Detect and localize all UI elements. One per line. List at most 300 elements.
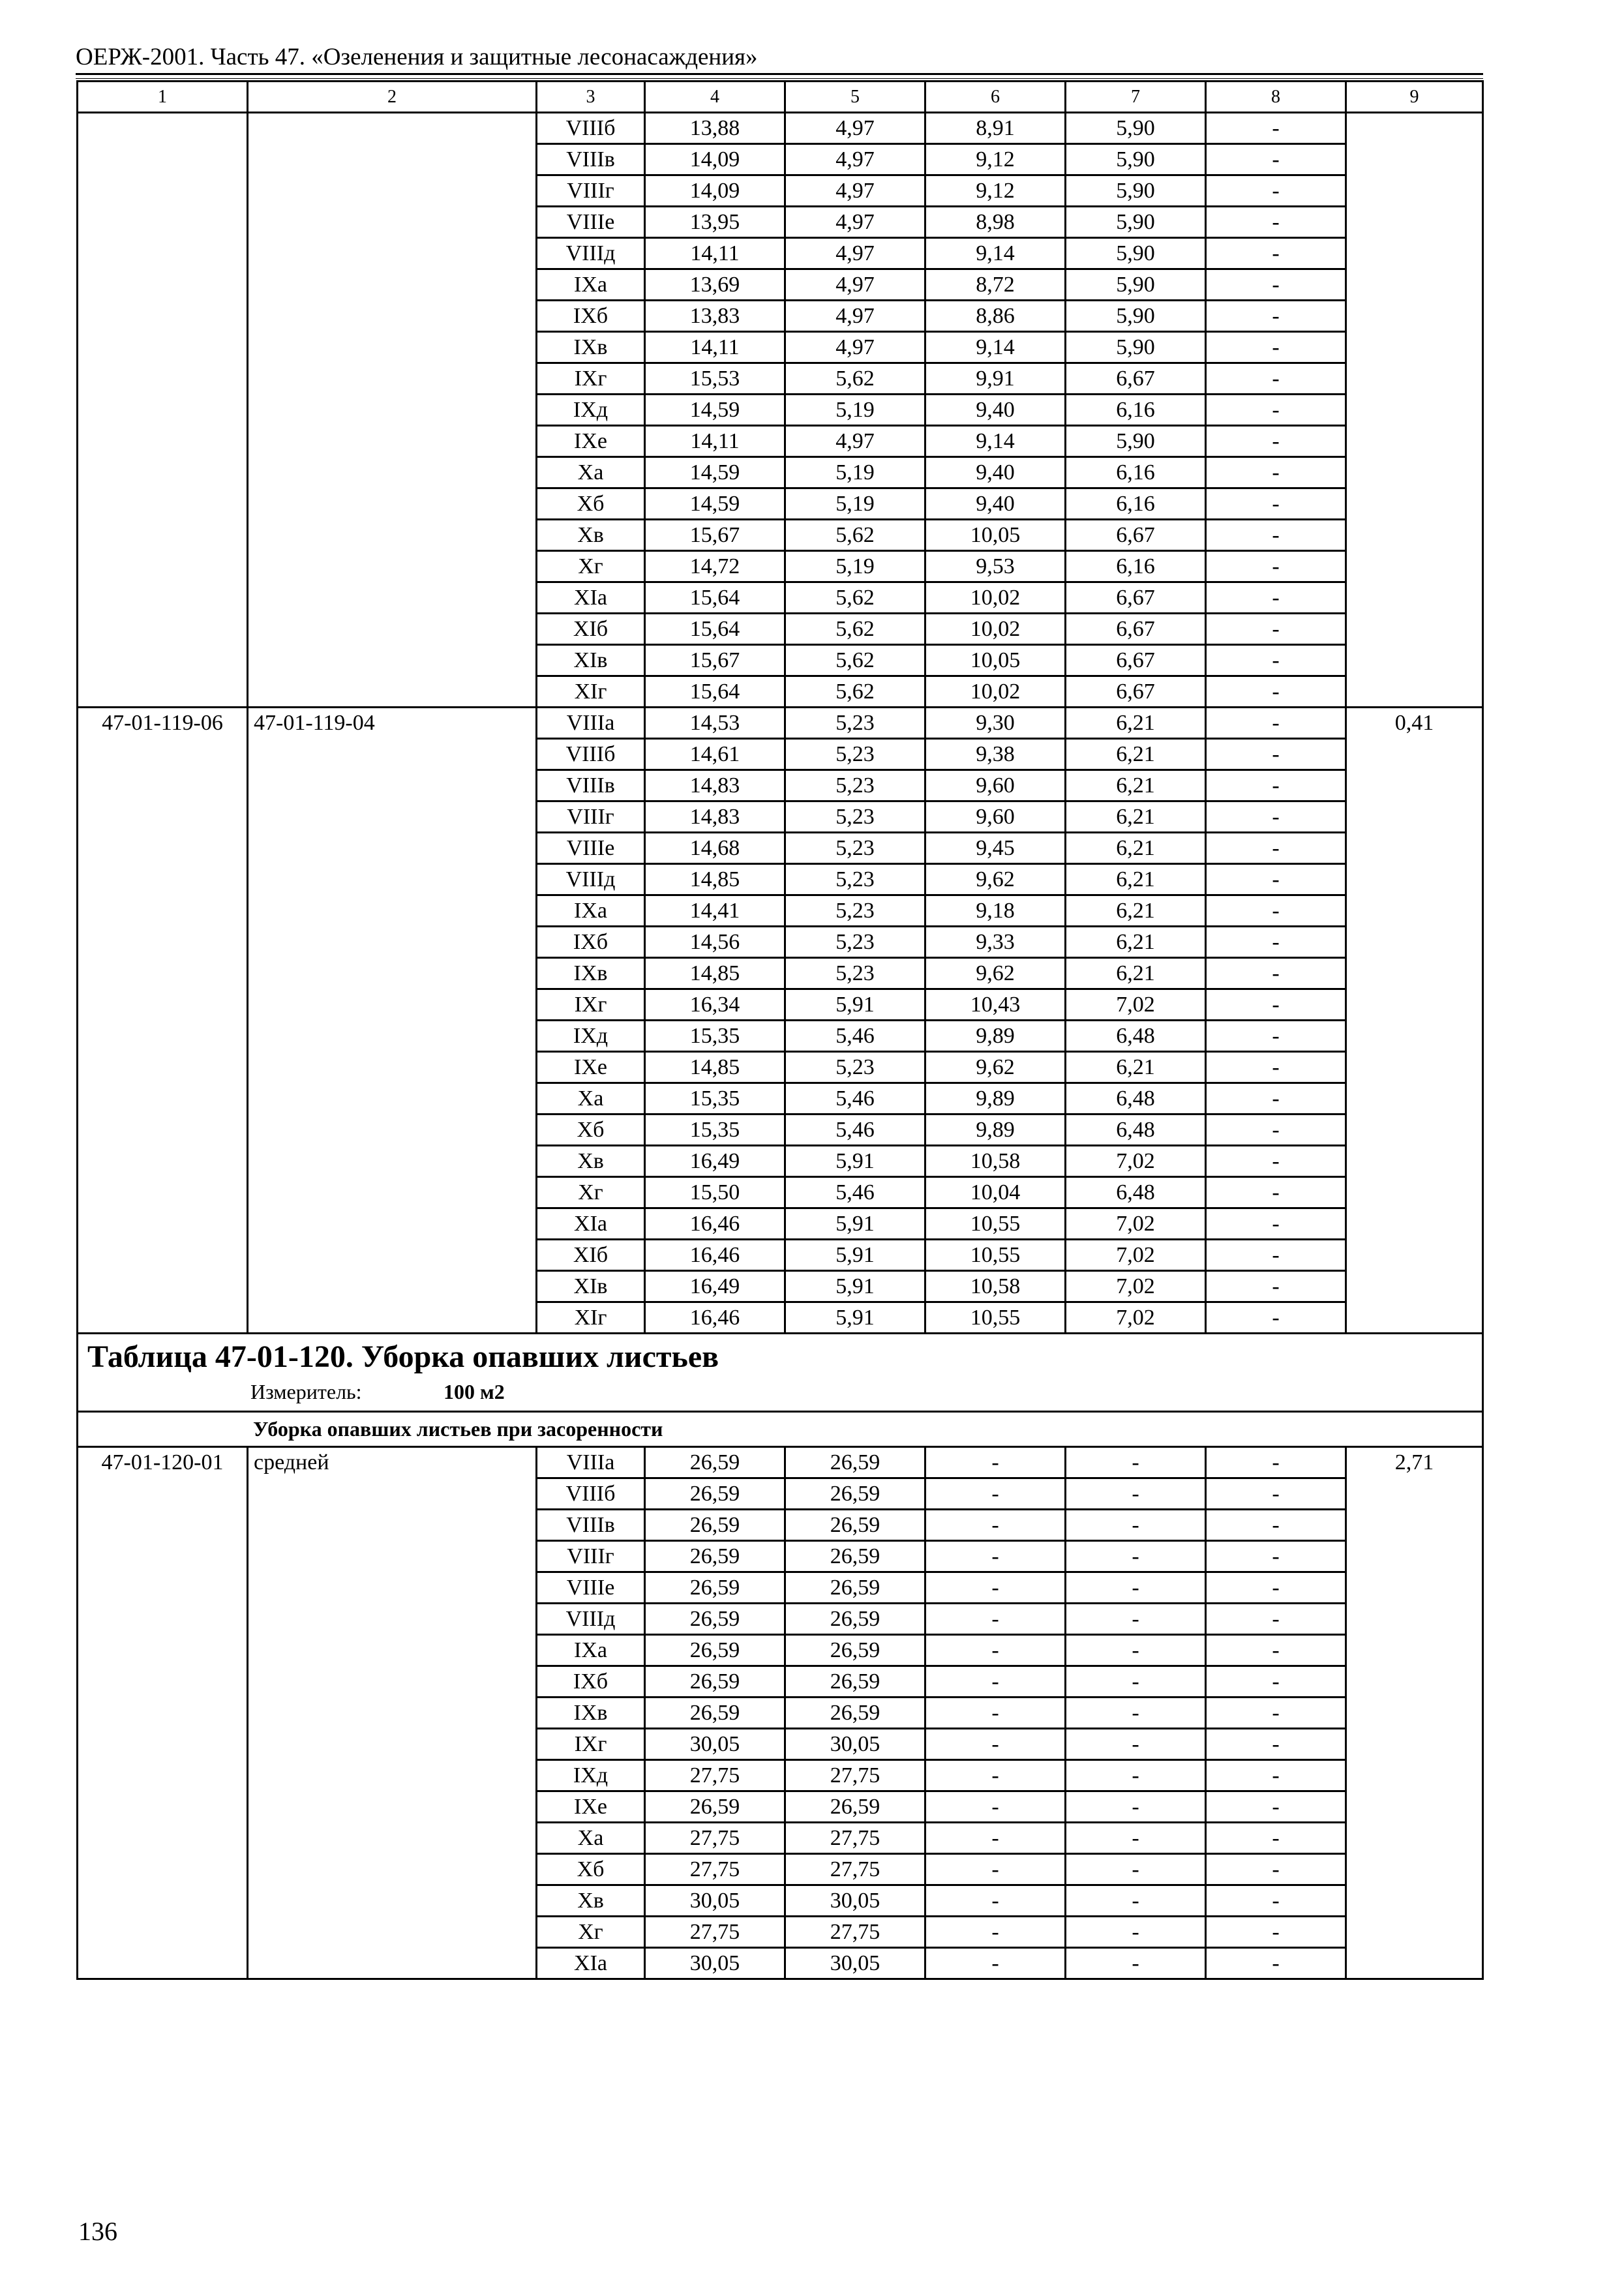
value-cell: 7,02 [1066,989,1206,1021]
value-cell: 5,90 [1066,269,1206,301]
value-cell: 27,75 [785,1823,925,1854]
value-cell: - [925,1604,1066,1635]
zone-cell: IXв [537,1698,645,1729]
value-cell: 5,90 [1066,332,1206,363]
value-cell: - [1206,1447,1346,1478]
zone-cell: IXб [537,927,645,958]
value-cell: 30,05 [645,1729,785,1760]
value-cell: 6,21 [1066,833,1206,864]
value-cell: 5,19 [785,457,925,488]
value-cell: - [1206,207,1346,238]
value-cell: 4,97 [785,269,925,301]
zone-cell: VIIIд [537,1604,645,1635]
rates-table [76,80,1484,1980]
rate-name: средней [248,1447,537,1979]
value-cell: 26,59 [785,1478,925,1510]
value-cell: - [1206,1791,1346,1823]
value-cell: - [925,1885,1066,1917]
zone-cell: Xб [537,1115,645,1146]
value-cell: 6,21 [1066,927,1206,958]
zone-cell: IXе [537,426,645,457]
value-cell: 16,46 [645,1208,785,1240]
value-cell: 16,46 [645,1240,785,1271]
value-cell: 15,67 [645,645,785,676]
value-cell: 5,90 [1066,113,1206,144]
value-cell: - [1206,958,1346,989]
table-body-part-1 [78,82,1483,1334]
zone-cell: IXг [537,989,645,1021]
value-cell: 6,16 [1066,551,1206,582]
value-cell: 5,91 [785,1240,925,1271]
value-cell: 5,91 [785,1271,925,1302]
value-cell: 6,16 [1066,457,1206,488]
value-cell: - [1206,1083,1346,1115]
table-row [78,113,1483,144]
value-cell: - [1206,1052,1346,1083]
value-cell: - [1206,1948,1346,1979]
value-cell: 5,23 [785,739,925,770]
value-cell: 5,91 [785,1208,925,1240]
value-cell: - [1206,395,1346,426]
value-cell: 27,75 [645,1760,785,1791]
value-cell: - [925,1760,1066,1791]
value-cell: 26,59 [785,1510,925,1541]
value-cell: - [1206,1729,1346,1760]
value-cell: 15,35 [645,1115,785,1146]
value-cell: - [1066,1917,1206,1948]
value-cell: 14,85 [645,1052,785,1083]
value-cell: 14,83 [645,801,785,833]
value-cell: - [1066,1635,1206,1666]
value-cell: 9,89 [925,1021,1066,1052]
value-cell: - [1206,989,1346,1021]
value-cell: 16,49 [645,1146,785,1177]
value-cell: 6,16 [1066,395,1206,426]
value-cell: 27,75 [785,1917,925,1948]
value-cell: - [1206,1760,1346,1791]
zone-cell: IXв [537,332,645,363]
value-cell: - [1206,520,1346,551]
table-title-block [78,1334,1483,1412]
value-cell: - [1066,1510,1206,1541]
value-cell: 5,62 [785,614,925,645]
value-cell: 26,59 [785,1698,925,1729]
value-cell: 13,83 [645,301,785,332]
value-cell: - [1206,457,1346,488]
value-cell: - [1206,1572,1346,1604]
value-cell: - [925,1729,1066,1760]
zone-cell: VIIIа [537,708,645,739]
value-cell: 15,64 [645,676,785,708]
value-cell: - [1206,551,1346,582]
table-title-row [78,1334,1483,1412]
value-cell: 5,90 [1066,301,1206,332]
value-cell: 6,48 [1066,1021,1206,1052]
value-cell: - [1066,1823,1206,1854]
unit-line [87,1376,1482,1407]
value-cell: 7,02 [1066,1146,1206,1177]
value-cell: 6,21 [1066,895,1206,927]
value-cell: - [1206,1635,1346,1666]
value-cell: 9,33 [925,927,1066,958]
rate-code [78,113,248,708]
value-cell: - [1206,301,1346,332]
zone-cell: XIа [537,1948,645,1979]
value-cell: - [1206,676,1346,708]
zone-cell: VIIIе [537,1572,645,1604]
value-cell: 10,02 [925,614,1066,645]
value-cell: 14,41 [645,895,785,927]
header-rule [76,73,1483,75]
value-cell: 6,21 [1066,770,1206,801]
value-cell: - [1206,927,1346,958]
value-cell: 5,46 [785,1083,925,1115]
value-cell: - [1206,363,1346,395]
value-cell: 14,72 [645,551,785,582]
value-cell: 6,48 [1066,1083,1206,1115]
column-number: 2 [248,82,537,113]
value-cell: 5,19 [785,488,925,520]
value-cell: - [1206,833,1346,864]
value-cell: 4,97 [785,175,925,207]
value-cell: 6,48 [1066,1115,1206,1146]
value-cell: 6,67 [1066,363,1206,395]
value-cell: - [925,1917,1066,1948]
value-cell: 4,97 [785,301,925,332]
zone-cell: Xб [537,488,645,520]
value-cell: - [925,1791,1066,1823]
value-cell: 5,23 [785,958,925,989]
value-cell: 5,23 [785,833,925,864]
value-cell: 5,62 [785,676,925,708]
value-cell: 5,19 [785,551,925,582]
value-cell: 6,21 [1066,708,1206,739]
value-cell: 9,40 [925,488,1066,520]
value-cell: 8,86 [925,301,1066,332]
value-cell: 9,62 [925,864,1066,895]
value-cell: 27,75 [645,1823,785,1854]
value-cell: 9,30 [925,708,1066,739]
value-cell: - [1066,1760,1206,1791]
value-cell: 14,59 [645,395,785,426]
value-cell: 26,59 [645,1541,785,1572]
value-cell: - [1206,175,1346,207]
value-cell: - [1206,1541,1346,1572]
zone-cell: IXв [537,958,645,989]
zone-cell: VIIIв [537,144,645,175]
value-cell: 30,05 [645,1885,785,1917]
table-row [78,708,1483,739]
value-cell: - [1066,1478,1206,1510]
value-cell: 9,62 [925,958,1066,989]
zone-cell: VIIIа [537,1447,645,1478]
zone-cell: Xг [537,551,645,582]
value-cell: 27,75 [645,1917,785,1948]
rate-code: 47-01-120-01 [78,1447,248,1979]
zone-cell: IXе [537,1052,645,1083]
column-number: 5 [785,82,925,113]
value-cell: 26,59 [785,1447,925,1478]
value-cell: - [1066,1604,1206,1635]
value-cell: 26,59 [785,1791,925,1823]
value-cell: 15,35 [645,1083,785,1115]
value-cell: 10,43 [925,989,1066,1021]
zone-cell: VIIIд [537,864,645,895]
value-cell: 10,05 [925,520,1066,551]
value-cell: 27,75 [785,1760,925,1791]
value-cell: 9,62 [925,1052,1066,1083]
value-cell: 6,21 [1066,1052,1206,1083]
value-cell: - [1206,1854,1346,1885]
value-cell: 8,91 [925,113,1066,144]
zone-cell: Xа [537,1083,645,1115]
value-cell: 9,89 [925,1115,1066,1146]
value-cell: - [1066,1572,1206,1604]
value-cell: 14,09 [645,175,785,207]
rate-name: 47-01-119-04 [248,708,537,1334]
value-cell: 9,14 [925,238,1066,269]
value-cell: 6,21 [1066,739,1206,770]
value-cell: 9,91 [925,363,1066,395]
table-title: Таблица 47-01-120. Уборка опавших листьев [87,1339,719,1374]
value-cell: 10,55 [925,1302,1066,1334]
value-cell: 6,21 [1066,801,1206,833]
value-cell: - [925,1541,1066,1572]
value-cell: 14,09 [645,144,785,175]
value-cell: 14,85 [645,864,785,895]
value-cell: 26,59 [645,1698,785,1729]
value-cell: 5,62 [785,520,925,551]
value-cell: 4,97 [785,238,925,269]
value-cell: 9,53 [925,551,1066,582]
value-cell: 9,60 [925,801,1066,833]
value-cell: - [1206,1240,1346,1271]
value-cell: 10,55 [925,1208,1066,1240]
value-cell: 10,55 [925,1240,1066,1271]
value-cell: 5,90 [1066,175,1206,207]
value-cell: - [1066,1666,1206,1698]
zone-cell: VIIIе [537,833,645,864]
value-cell: 15,64 [645,582,785,614]
value-cell: 10,02 [925,676,1066,708]
value-cell: - [1206,113,1346,144]
value-cell: 5,23 [785,770,925,801]
value-cell: - [1206,708,1346,739]
value-cell: - [1066,1885,1206,1917]
value-cell: 9,18 [925,895,1066,927]
value-cell: 7,02 [1066,1302,1206,1334]
zone-cell: Xг [537,1177,645,1208]
zone-cell: VIIIв [537,1510,645,1541]
value-cell: - [1066,1791,1206,1823]
value-cell: 5,90 [1066,207,1206,238]
value-cell: 9,38 [925,739,1066,770]
value-cell: - [925,1854,1066,1885]
value-cell: 14,61 [645,739,785,770]
document-header: ОЕРЖ-2001. Часть 47. «Озеленения и защитные лесонасаждения» [76,44,758,70]
value-cell: - [1206,1208,1346,1240]
value-cell: 16,49 [645,1271,785,1302]
value-cell: - [1206,1604,1346,1635]
zone-cell: IXд [537,1021,645,1052]
value-cell: 14,83 [645,770,785,801]
value-cell: 4,97 [785,426,925,457]
value-cell: 9,14 [925,426,1066,457]
value-cell: 30,05 [785,1948,925,1979]
value-cell: 14,56 [645,927,785,958]
value-cell: 26,59 [785,1541,925,1572]
zone-cell: XIв [537,1271,645,1302]
value-cell: 5,19 [785,395,925,426]
page-number: 136 [78,2217,117,2246]
value-cell: 14,68 [645,833,785,864]
value-cell: 26,59 [645,1604,785,1635]
value-cell: 26,59 [645,1791,785,1823]
column-number: 4 [645,82,785,113]
value-cell: - [925,1510,1066,1541]
column-number: 7 [1066,82,1206,113]
value-cell: - [925,1666,1066,1698]
value-cell: - [1206,1271,1346,1302]
value-cell: - [925,1948,1066,1979]
value-cell: 5,23 [785,708,925,739]
subheading-row [78,1412,1483,1447]
value-cell: 5,23 [785,895,925,927]
value-cell: - [1206,1885,1346,1917]
value-cell: - [1206,1917,1346,1948]
value-cell: 5,23 [785,801,925,833]
value-cell: - [1206,739,1346,770]
value-cell: 6,48 [1066,1177,1206,1208]
zone-cell: IXг [537,363,645,395]
value-cell: 14,59 [645,488,785,520]
value-cell: 27,75 [785,1854,925,1885]
value-cell: - [1206,1177,1346,1208]
value-cell: 9,12 [925,175,1066,207]
value-cell: - [1206,1146,1346,1177]
column-number: 8 [1206,82,1346,113]
value-cell: 8,98 [925,207,1066,238]
value-cell: 13,95 [645,207,785,238]
value-cell: 26,59 [645,1478,785,1510]
zone-cell: XIг [537,676,645,708]
value-cell: 5,46 [785,1177,925,1208]
value-cell: 14,11 [645,332,785,363]
value-cell: - [925,1572,1066,1604]
zone-cell: IXб [537,301,645,332]
zone-cell: Xв [537,1146,645,1177]
value-cell: - [1066,1729,1206,1760]
value-cell: - [1206,895,1346,927]
value-cell: - [925,1698,1066,1729]
column-number: 3 [537,82,645,113]
zone-cell: VIIIг [537,1541,645,1572]
value-cell: 5,90 [1066,426,1206,457]
value-cell: - [1206,1510,1346,1541]
value-cell: - [1206,801,1346,833]
zone-cell: Xв [537,520,645,551]
value-cell: 5,62 [785,363,925,395]
value-cell: - [1206,144,1346,175]
value-cell: 5,46 [785,1021,925,1052]
value-cell: - [1066,1948,1206,1979]
value-cell: 14,85 [645,958,785,989]
value-cell: 6,67 [1066,582,1206,614]
value-cell: 26,59 [645,1510,785,1541]
value-cell: 8,72 [925,269,1066,301]
value-cell: 6,21 [1066,864,1206,895]
value-cell: 5,23 [785,1052,925,1083]
value-cell: 14,53 [645,708,785,739]
value-cell: 5,90 [1066,238,1206,269]
coefficient-cell: 0,41 [1346,708,1483,1334]
rate-name [248,113,537,708]
value-cell: 15,53 [645,363,785,395]
value-cell: 30,05 [645,1948,785,1979]
value-cell: 4,97 [785,207,925,238]
subheading: Уборка опавших листьев при засоренности [78,1412,1483,1447]
value-cell: - [1206,332,1346,363]
zone-cell: VIIIв [537,770,645,801]
zone-cell: Xб [537,1854,645,1885]
zone-cell: IXд [537,1760,645,1791]
zone-cell: XIв [537,645,645,676]
zone-cell: IXе [537,1791,645,1823]
zone-cell: IXа [537,269,645,301]
value-cell: - [1206,645,1346,676]
value-cell: 14,11 [645,238,785,269]
value-cell: - [1206,1021,1346,1052]
value-cell: - [1206,1302,1346,1334]
zone-cell: IXб [537,1666,645,1698]
value-cell: 5,91 [785,1302,925,1334]
zone-cell: Xа [537,457,645,488]
value-cell: 5,46 [785,1115,925,1146]
value-cell: 6,67 [1066,614,1206,645]
value-cell: 5,91 [785,989,925,1021]
value-cell: 10,04 [925,1177,1066,1208]
value-cell: 14,59 [645,457,785,488]
zone-cell: XIб [537,614,645,645]
value-cell: 5,23 [785,927,925,958]
coefficient-cell [1346,113,1483,708]
value-cell: 5,91 [785,1146,925,1177]
value-cell: - [925,1635,1066,1666]
zone-cell: VIIIб [537,113,645,144]
value-cell: 13,69 [645,269,785,301]
value-cell: - [1206,614,1346,645]
value-cell: 6,67 [1066,520,1206,551]
coefficient-cell: 2,71 [1346,1447,1483,1979]
value-cell: 5,62 [785,582,925,614]
value-cell: 26,59 [785,1635,925,1666]
value-cell: 5,23 [785,864,925,895]
zone-cell: XIб [537,1240,645,1271]
value-cell: 9,89 [925,1083,1066,1115]
value-cell: 26,59 [645,1572,785,1604]
value-cell: 5,90 [1066,144,1206,175]
value-cell: 10,58 [925,1146,1066,1177]
value-cell: 16,46 [645,1302,785,1334]
zone-cell: Xв [537,1885,645,1917]
zone-cell: Xг [537,1917,645,1948]
header-rule-thin [76,78,1483,79]
value-cell: 14,11 [645,426,785,457]
table-row [78,1447,1483,1478]
value-cell: 15,35 [645,1021,785,1052]
value-cell: 16,34 [645,989,785,1021]
value-cell: - [1206,864,1346,895]
